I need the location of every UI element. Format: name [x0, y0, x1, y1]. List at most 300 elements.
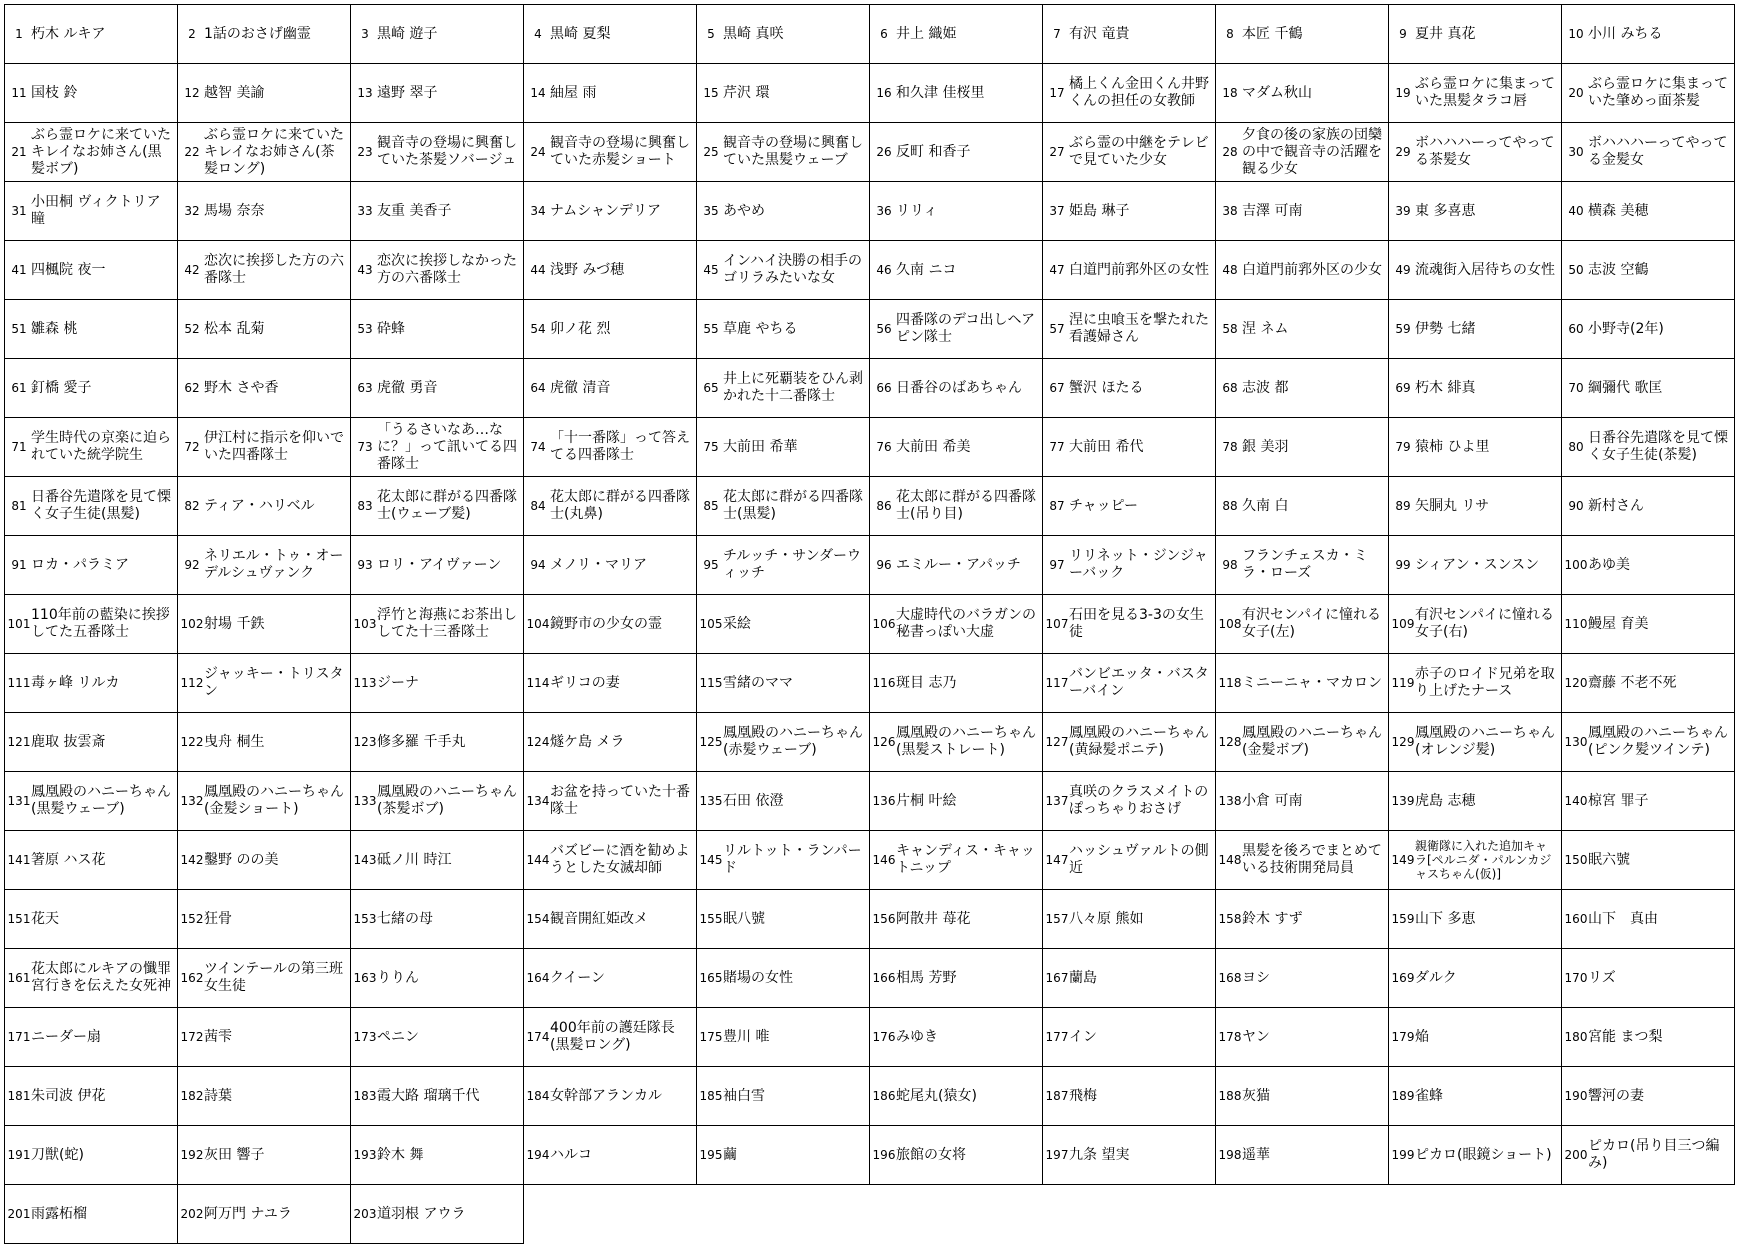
entry-number: 8 [1226, 27, 1234, 41]
entry-number: 81 [11, 499, 27, 513]
entry-content [178, 300, 350, 358]
entry-content [1562, 418, 1734, 476]
entry-content [870, 595, 1042, 653]
entry-content [1216, 595, 1388, 653]
entry-number: 196 [872, 1148, 896, 1162]
entry-content [1562, 713, 1734, 771]
entry-content [351, 713, 523, 771]
entry-number: 88 [1222, 499, 1238, 513]
entry-name: 阿万門 ナユラ [204, 1205, 292, 1222]
entry-number: 40 [1568, 204, 1584, 218]
entry-number: 124 [526, 735, 550, 749]
entry-cell [351, 949, 524, 1008]
entry-cell [524, 477, 697, 536]
entry-cell [697, 654, 870, 713]
entry-content [1562, 241, 1734, 299]
entry-number: 14 [530, 86, 546, 100]
entry-name: 芹沢 環 [723, 84, 770, 101]
entry-name: ボハハハーってやってる茶髪女 [1415, 135, 1555, 168]
entry-name: 鹿取 抜雲斎 [31, 733, 106, 750]
entry-number: 79 [1395, 440, 1411, 454]
entry-content [1389, 5, 1561, 63]
entry-name: ロリ・アイヴァーン [377, 556, 502, 573]
entry-cell [351, 654, 524, 713]
entry-number: 35 [703, 204, 719, 218]
entry-number: 59 [1395, 322, 1411, 336]
entry-content [697, 5, 869, 63]
entry-number: 6 [880, 27, 888, 41]
entry-cell [1562, 713, 1735, 772]
entry-content [1389, 772, 1561, 830]
entry-cell [697, 772, 870, 831]
entry-content [5, 300, 177, 358]
entry-content [697, 831, 869, 889]
entry-cell [178, 300, 351, 359]
entry-number: 101 [7, 617, 31, 631]
entry-content [1389, 831, 1561, 889]
entry-name: あゆ美 [1588, 556, 1630, 573]
entry-number: 65 [703, 381, 719, 395]
entry-name: 恋次に挨拶した方の六番隊士 [204, 253, 344, 286]
entry-number: 10 [1568, 27, 1584, 41]
entry-number: 182 [180, 1089, 204, 1103]
entry-cell [697, 64, 870, 123]
entry-content [1216, 5, 1388, 63]
entry-cell [5, 182, 178, 241]
entry-name: 浮竹と海燕にお茶出ししてた十三番隊士 [377, 607, 517, 640]
entry-content [1216, 949, 1388, 1007]
entry-name: 黒崎 夏梨 [550, 25, 611, 42]
entry-name: 花太郎にルキアの懺罪宮行きを伝えた女死神 [31, 961, 171, 994]
entry-content [1043, 831, 1215, 889]
entry-content [1562, 1067, 1734, 1125]
entry-name: 齋藤 不老不死 [1588, 674, 1677, 691]
entry-cell [5, 1067, 178, 1126]
entry-number: 153 [353, 912, 377, 926]
entry-content [5, 949, 177, 1007]
entry-name: 矢胴丸 リサ [1415, 497, 1490, 514]
entry-cell [1562, 241, 1735, 300]
entry-number: 98 [1222, 558, 1238, 572]
entry-name: 片桐 叶絵 [896, 792, 957, 809]
entry-number: 141 [7, 853, 31, 867]
entry-cell [1216, 536, 1389, 595]
entry-number: 125 [699, 735, 723, 749]
entry-number: 166 [872, 971, 896, 985]
entry-content [1043, 182, 1215, 240]
entry-name: 茜雫 [204, 1028, 232, 1045]
entry-content [1216, 890, 1388, 948]
entry-cell [1216, 713, 1389, 772]
entry-number: 30 [1568, 145, 1584, 159]
entry-cell [351, 477, 524, 536]
entry-number: 201 [7, 1207, 31, 1221]
entry-cell [697, 1126, 870, 1185]
entry-number: 142 [180, 853, 204, 867]
entry-number: 154 [526, 912, 550, 926]
entry-number: 172 [180, 1030, 204, 1044]
entry-cell [1562, 831, 1735, 890]
table-row [5, 241, 1735, 300]
entry-name: バンビエッタ・バスターバイン [1069, 666, 1209, 699]
entry-cell [351, 536, 524, 595]
entry-cell [1043, 300, 1216, 359]
entry-cell [5, 5, 178, 64]
entry-name: お盆を持っていた十番隊士 [550, 784, 690, 817]
entry-number: 25 [703, 145, 719, 159]
entry-name: 日番谷のばあちゃん [896, 379, 1022, 396]
entry-cell [1562, 182, 1735, 241]
entry-content [5, 1008, 177, 1066]
entry-cell [351, 300, 524, 359]
entry-name: ボハハハーってやってる金髪女 [1588, 135, 1728, 168]
entry-name: エミルー・アパッチ [896, 556, 1021, 573]
entry-name: 流魂街入居待ちの女性 [1415, 261, 1555, 278]
entry-cell [697, 5, 870, 64]
entry-content [178, 713, 350, 771]
entry-number: 152 [180, 912, 204, 926]
entry-content [1562, 359, 1734, 417]
entry-name: 灰田 響子 [204, 1146, 265, 1163]
entry-number: 126 [872, 735, 896, 749]
entry-cell [1562, 5, 1735, 64]
entry-number: 161 [7, 971, 31, 985]
entry-number: 185 [699, 1089, 723, 1103]
entry-cell [1389, 772, 1562, 831]
entry-cell [5, 949, 178, 1008]
entry-content [178, 772, 350, 830]
entry-content [351, 359, 523, 417]
entry-content [1216, 654, 1388, 712]
entry-name: リリィ [896, 202, 938, 219]
entry-name: ダルク [1415, 969, 1457, 986]
entry-number: 176 [872, 1030, 896, 1044]
entry-number: 39 [1395, 204, 1411, 218]
entry-cell [1389, 1067, 1562, 1126]
entry-name: シィアン・スンスン [1415, 556, 1540, 573]
entry-name: 松本 乱菊 [204, 320, 265, 337]
entry-name: 鑿野 のの美 [204, 851, 279, 868]
entry-name: チルッチ・サンダーウィッチ [723, 548, 862, 581]
entry-name: 鈴木 舞 [377, 1146, 424, 1163]
entry-content [524, 418, 696, 476]
entry-number: 62 [184, 381, 200, 395]
entry-content [870, 241, 1042, 299]
entry-number: 3 [361, 27, 369, 41]
entry-content [524, 595, 696, 653]
entry-content [870, 831, 1042, 889]
entry-cell [1389, 64, 1562, 123]
entry-cell [1562, 64, 1735, 123]
entry-number: 199 [1391, 1148, 1415, 1162]
entry-name: リルトット・ランパード [723, 843, 862, 876]
entry-name: 花太郎に群がる四番隊士(吊り目) [896, 489, 1036, 522]
entry-cell [5, 772, 178, 831]
entry-content [1389, 1008, 1561, 1066]
entry-content [697, 1126, 869, 1184]
entry-cell [351, 831, 524, 890]
entry-content [524, 182, 696, 240]
entry-cell [1216, 477, 1389, 536]
entry-content [524, 477, 696, 535]
entry-number: 118 [1218, 676, 1242, 690]
entry-cell [870, 890, 1043, 949]
entry-content [697, 890, 869, 948]
entry-name: 霞大路 瑠璃千代 [377, 1087, 480, 1104]
entry-content [5, 64, 177, 122]
entry-name: 白道門前郛外区の少女 [1242, 261, 1382, 278]
entry-number: 33 [357, 204, 373, 218]
entry-number: 156 [872, 912, 896, 926]
entry-cell [1216, 300, 1389, 359]
entry-cell [1216, 595, 1389, 654]
entry-number: 43 [357, 263, 373, 277]
entry-number: 68 [1222, 381, 1238, 395]
entry-content [1562, 64, 1734, 122]
entry-cell [5, 418, 178, 477]
entry-name: ヨシ [1242, 969, 1270, 986]
entry-number: 143 [353, 853, 377, 867]
entry-name: 大前田 希美 [896, 438, 971, 455]
entry-content [178, 5, 350, 63]
entry-content [697, 300, 869, 358]
entry-number: 115 [699, 676, 723, 690]
entry-content [1216, 123, 1388, 181]
entry-cell [870, 772, 1043, 831]
entry-name: 響河の妻 [1588, 1087, 1644, 1104]
entry-content [1389, 300, 1561, 358]
entry-cell [697, 418, 870, 477]
entry-content [5, 123, 177, 181]
entry-content [1216, 182, 1388, 240]
entry-name: 朽木 ルキア [31, 25, 106, 42]
entry-cell [1043, 241, 1216, 300]
entry-cell [1216, 182, 1389, 241]
entry-number: 168 [1218, 971, 1242, 985]
entry-number: 144 [526, 853, 550, 867]
entry-number: 108 [1218, 617, 1242, 631]
entry-name: 志波 空鶴 [1588, 261, 1649, 278]
entry-cell [1389, 595, 1562, 654]
entry-cell [351, 890, 524, 949]
entry-name: 阿散井 苺花 [896, 910, 971, 927]
entry-name: ぶら霊ロケに来ていたキレイなお姉さん(茶髪ロング) [204, 126, 344, 177]
entry-cell [178, 5, 351, 64]
entry-number: 72 [184, 440, 200, 454]
entry-name: 日番谷先遣隊を見て慄く女子生徒(黒髪) [31, 489, 171, 522]
entry-cell [178, 123, 351, 182]
entry-cell [178, 772, 351, 831]
entry-number: 12 [184, 86, 200, 100]
entry-content [1389, 64, 1561, 122]
entry-number: 89 [1395, 499, 1411, 513]
entry-cell [697, 890, 870, 949]
entry-cell [178, 1008, 351, 1067]
entry-number: 117 [1045, 676, 1069, 690]
entry-name: 眠八號 [723, 910, 765, 927]
entry-name: キャンディス・キャットニップ [896, 843, 1035, 876]
entry-content [524, 536, 696, 594]
entry-content [5, 5, 177, 63]
entry-cell [870, 949, 1043, 1008]
entry-cell [1043, 772, 1216, 831]
entry-name: ギリコの妻 [550, 674, 620, 691]
entry-number: 34 [530, 204, 546, 218]
entry-name: 雀蜂 [1415, 1087, 1443, 1104]
entry-name: 卯ノ花 烈 [550, 320, 611, 337]
entry-name: マダム秋山 [1242, 84, 1312, 101]
entry-number: 203 [353, 1207, 377, 1221]
entry-number: 27 [1049, 145, 1065, 159]
entry-name: 賭場の女性 [723, 969, 793, 986]
entry-content [1389, 418, 1561, 476]
entry-name: リリネット・ジンジャーバック [1069, 548, 1208, 581]
entry-number: 1 [15, 27, 23, 41]
entry-number: 54 [530, 322, 546, 336]
entry-content [1389, 241, 1561, 299]
entry-cell [870, 5, 1043, 64]
entry-cell [524, 713, 697, 772]
entry-name: 雛森 桃 [31, 320, 78, 337]
entry-number: 139 [1391, 794, 1415, 808]
entry-number: 169 [1391, 971, 1415, 985]
entry-cell [1389, 713, 1562, 772]
entry-content [351, 1126, 523, 1184]
entry-cell [5, 890, 178, 949]
entry-content [351, 182, 523, 240]
entry-name: 眠六號 [1588, 851, 1630, 868]
entry-name: 大前田 希代 [1069, 438, 1144, 455]
entry-name: ナムシャンデリア [550, 202, 662, 219]
entry-content [697, 64, 869, 122]
entry-name: フランチェスカ・ミラ・ローズ [1242, 548, 1368, 581]
entry-number: 92 [184, 558, 200, 572]
entry-cell [1216, 418, 1389, 477]
entry-name: 八々原 熊如 [1069, 910, 1144, 927]
entry-number: 66 [876, 381, 892, 395]
entry-cell [351, 123, 524, 182]
entry-cell [870, 359, 1043, 418]
entry-number: 151 [7, 912, 31, 926]
entry-name: 飛梅 [1069, 1087, 1097, 1104]
entry-number: 202 [180, 1207, 204, 1221]
entry-name: 赤子のロイド兄弟を取り上げたナース [1415, 666, 1555, 699]
entry-content [1389, 536, 1561, 594]
entry-name: 鳳凰殿のハニーちゃん(黒髪ウェーブ) [31, 784, 171, 817]
entry-number: 103 [353, 617, 377, 631]
entry-number: 83 [357, 499, 373, 513]
entry-cell [524, 949, 697, 1008]
entry-number: 191 [7, 1148, 31, 1162]
entry-cell [5, 1126, 178, 1185]
entry-cell [5, 536, 178, 595]
entry-content [351, 890, 523, 948]
entry-cell [1043, 1126, 1216, 1185]
entry-cell [351, 595, 524, 654]
entry-number: 129 [1391, 735, 1415, 749]
entry-cell [870, 831, 1043, 890]
entry-number: 18 [1222, 86, 1238, 100]
entry-name: ぶら霊ロケに来ていたキレイなお姉さん(黒髪ボブ) [31, 126, 171, 177]
table-row [5, 713, 1735, 772]
entry-content [697, 595, 869, 653]
entry-number: 113 [353, 676, 377, 690]
entry-name: ジーナ [377, 674, 419, 691]
entry-name: 大前田 希華 [723, 438, 798, 455]
entry-name: 観音寺の登場に興奮していた黒髪ウェーブ [723, 135, 863, 168]
entry-content [1562, 949, 1734, 1007]
entry-content [870, 123, 1042, 181]
entry-cell [1562, 300, 1735, 359]
entry-name: 虎島 志穂 [1415, 792, 1476, 809]
entry-cell [178, 241, 351, 300]
entry-name: 観音寺の登場に興奮していた赤髪ショート [550, 135, 690, 168]
entry-name: 砕蜂 [377, 320, 405, 337]
entry-name: 花太郎に群がる四番隊士(丸鼻) [550, 489, 690, 522]
entry-number: 75 [703, 440, 719, 454]
entry-content [524, 300, 696, 358]
table-row [5, 772, 1735, 831]
entry-cell [1216, 1126, 1389, 1185]
entry-name: 有沢 竜貴 [1069, 25, 1130, 42]
entry-cell [524, 182, 697, 241]
entry-number: 145 [699, 853, 723, 867]
entry-name: 夕食の後の家族の団欒の中で観音寺の活躍を観る少女 [1242, 126, 1382, 177]
entry-content [1562, 1126, 1734, 1184]
entry-number: 91 [11, 558, 27, 572]
entry-name: 道羽根 アウラ [377, 1205, 466, 1222]
entry-number: 47 [1049, 263, 1065, 277]
entry-name: 箸原 ハス花 [31, 851, 106, 868]
entry-cell [1389, 536, 1562, 595]
entry-name: 花天 [31, 910, 59, 927]
entry-cell [178, 182, 351, 241]
table-row [5, 1126, 1735, 1185]
entry-number: 171 [7, 1030, 31, 1044]
entry-number: 55 [703, 322, 719, 336]
entry-content [1216, 831, 1388, 889]
table-row [5, 64, 1735, 123]
entry-name: 越智 美諭 [204, 84, 265, 101]
entry-name: 刀獣(蛇) [31, 1146, 84, 1163]
entry-content [351, 949, 523, 1007]
entry-cell [1043, 536, 1216, 595]
entry-number: 114 [526, 676, 550, 690]
entry-cell [1043, 949, 1216, 1008]
entry-content [1562, 536, 1734, 594]
entry-content [524, 1126, 696, 1184]
entry-name: イン [1069, 1028, 1097, 1045]
entry-content [870, 64, 1042, 122]
entry-cell [870, 654, 1043, 713]
entry-content [1389, 713, 1561, 771]
entry-cell [697, 182, 870, 241]
entry-cell [697, 1067, 870, 1126]
table-row [5, 300, 1735, 359]
entry-number: 155 [699, 912, 723, 926]
entry-number: 178 [1218, 1030, 1242, 1044]
entry-number: 133 [353, 794, 377, 808]
entry-name: 釘橋 愛子 [31, 379, 92, 396]
entry-cell [1043, 713, 1216, 772]
entry-name: 黒崎 遊子 [377, 25, 438, 42]
entry-number: 200 [1564, 1148, 1588, 1162]
entry-name: 小川 みちる [1588, 25, 1663, 42]
entry-cell [1389, 949, 1562, 1008]
entry-name: 相馬 芳野 [896, 969, 957, 986]
entry-content [870, 1126, 1042, 1184]
entry-content [524, 1008, 696, 1066]
